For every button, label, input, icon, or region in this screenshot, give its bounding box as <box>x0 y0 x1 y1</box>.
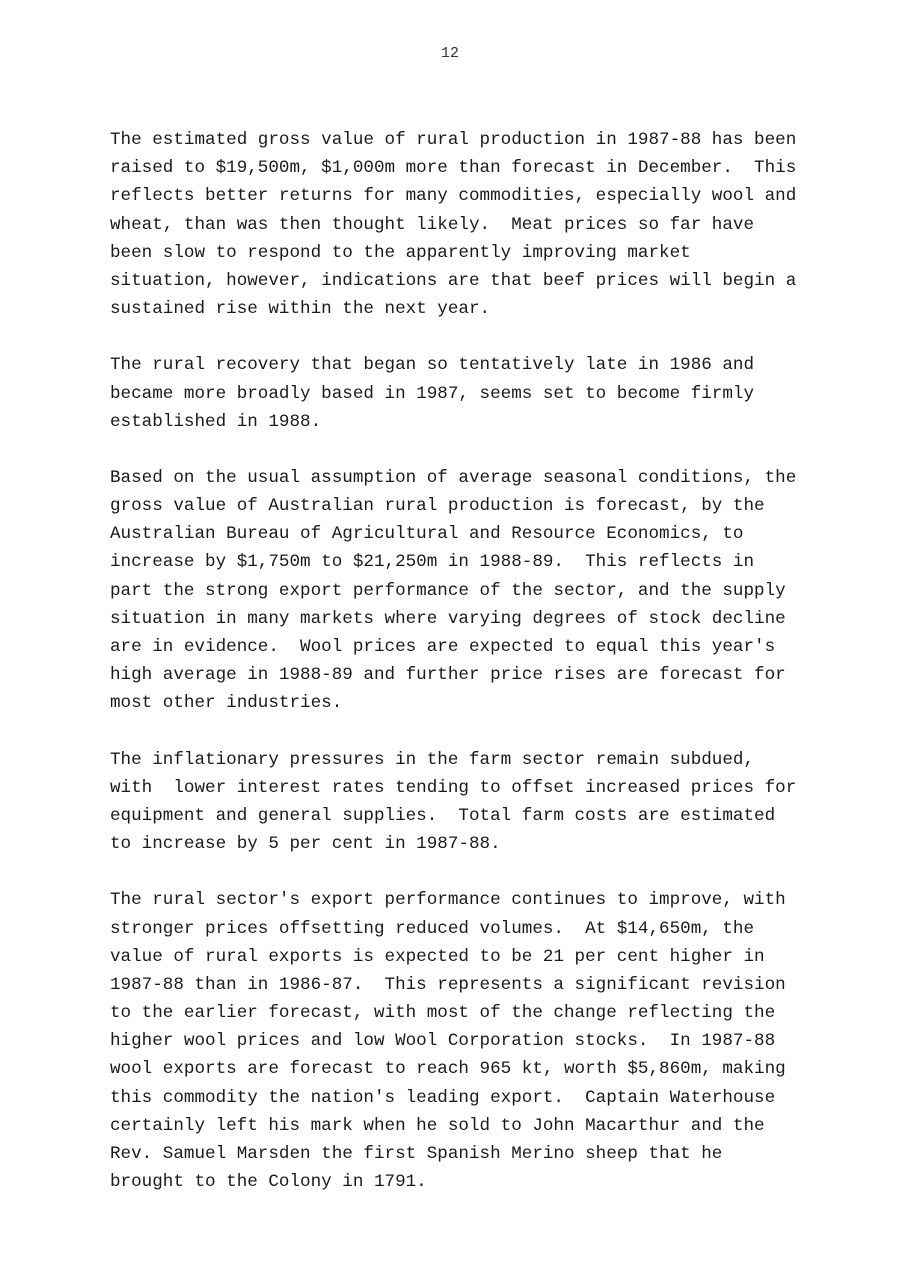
text-line: situation in many markets where varying degrees of stock decline <box>110 608 786 629</box>
page-number: 12 <box>440 45 459 62</box>
text-line: high average in 1988-89 and further price rises are forecast for <box>110 665 786 686</box>
text-line: to increase by 5 per cent in 1987-88. <box>110 834 501 855</box>
text-line: most other industries. <box>110 693 343 714</box>
text-line: established in 1988. <box>110 411 322 432</box>
text-line: gross value of Australian rural production is forecast, by the <box>110 496 765 517</box>
text-line: stronger prices offsetting reduced volumes. At $14,650m, the <box>110 918 755 939</box>
text-line: situation, however, indications are that beef prices will begin a <box>110 270 797 291</box>
text-line: certainly left his mark when he sold to John Macarthur and the <box>110 1115 765 1136</box>
paragraph-inflationary-pressures <box>110 746 870 859</box>
text-line: reflects better returns for many commodities, especially wool and <box>110 186 797 207</box>
text-line: The estimated gross value of rural production in 1987-88 has been <box>110 130 797 150</box>
text-line: wool exports are forecast to reach 965 kt, worth $5,860m, making <box>110 1059 786 1080</box>
text-line: The rural recovery that began so tentatively late in 1986 and <box>110 355 755 376</box>
text-line: 1987-88 than in 1986-87. This represents a significant revision <box>110 974 786 995</box>
document-body <box>110 126 870 1224</box>
text-line: are in evidence. Wool prices are expected to equal this year's <box>110 637 776 657</box>
text-line: brought to the Colony in 1791. <box>110 1172 427 1193</box>
text-line: became more broadly based in 1987, seems set to become firmly <box>110 383 755 404</box>
paragraph-forecast-1988-89 <box>110 464 870 718</box>
text-line: Australian Bureau of Agricultural and Resource Economics, to <box>110 524 744 545</box>
text-line: this commodity the nation's leading export. Captain Waterhouse <box>110 1087 776 1108</box>
text-line: sustained rise within the next year. <box>110 299 491 320</box>
text-line: part the strong export performance of the sector, and the supply <box>110 580 786 601</box>
text-line: The inflationary pressures in the farm sector remain subdued, <box>110 749 755 770</box>
text-line: been slow to respond to the apparently improving market <box>110 242 691 263</box>
text-line: value of rural exports is expected to be 21 per cent higher in <box>110 946 765 967</box>
paragraph-export-performance <box>110 886 870 1196</box>
paragraph-rural-recovery <box>110 351 870 436</box>
text-line: equipment and general supplies. Total farm costs are estimated <box>110 805 776 826</box>
text-line: increase by $1,750m to $21,250m in 1988-89. This reflects in <box>110 552 755 573</box>
text-line: to the earlier forecast, with most of the change reflecting the <box>110 1003 776 1024</box>
text-line: wheat, than was then thought likely. Meat prices so far have <box>110 214 755 235</box>
text-line: Based on the usual assumption of average seasonal conditions, the <box>110 467 797 488</box>
text-line: with lower interest rates tending to offset increased prices for <box>110 777 797 798</box>
text-line: raised to $19,500m, $1,000m more than forecast in December. This <box>110 158 797 179</box>
paragraph-rural-production-estimate <box>110 126 870 323</box>
text-line: The rural sector's export performance continues to improve, with <box>110 890 786 911</box>
text-line: Rev. Samuel Marsden the first Spanish Merino sheep that he <box>110 1144 723 1164</box>
text-line: higher wool prices and low Wool Corporation stocks. In 1987-88 <box>110 1031 776 1052</box>
